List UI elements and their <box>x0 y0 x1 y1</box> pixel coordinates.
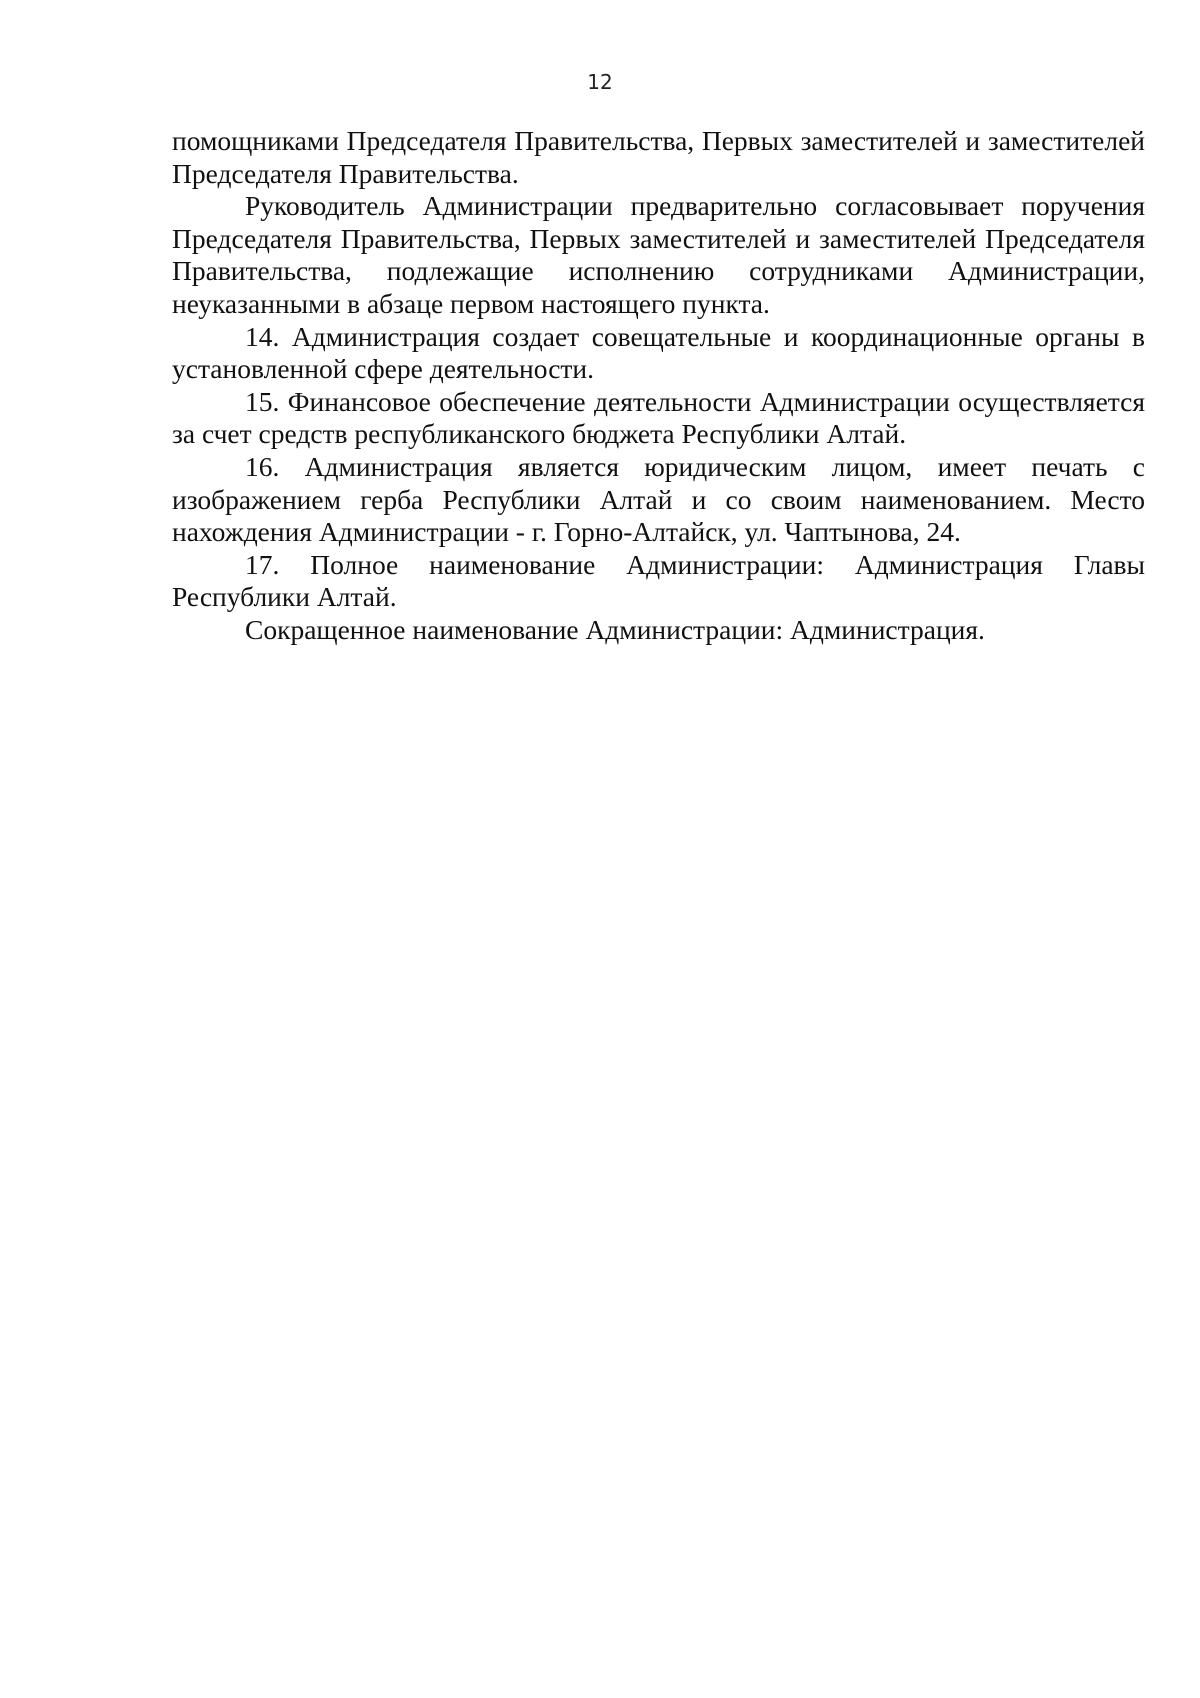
paragraph-head-approval: Руководитель Администрации предварительно согласовывает поручения Председателя Правительства, Первых заместителей и заместителей Председателя Правительства, подлежащие исполнению сотрудниками Администрации, неуказанными в абзаце первом настоящего пункта. <box>172 190 1145 319</box>
page-number: 12 <box>587 70 613 94</box>
paragraph-14: 14. Администрация создает совещательные и координационные органы в установленной сфере деятельности. <box>172 320 1145 385</box>
paragraph-16: 16. Администрация является юридическим лицом, имеет печать с изображением герба Республики Алтай и со своим наименованием. Место нахождения Администрации - г. Горно-Алтайск, ул. Чаптынова, 24. <box>172 450 1145 548</box>
paragraph-15: 15. Финансовое обеспечение деятельности Администрации осуществляется за счет средств республиканского бюджета Республики Алтай. <box>172 385 1145 450</box>
paragraph-17: 17. Полное наименование Администрации: Администрация Главы Республики Алтай. <box>172 548 1145 613</box>
paragraph-continuation: помощниками Председателя Правительства, Первых заместителей и заместителей Председателя Правительства. <box>172 125 1145 189</box>
paragraph-short-name: Сокращенное наименование Администрации: Администрация. <box>245 613 985 645</box>
document-body <box>172 125 1145 647</box>
